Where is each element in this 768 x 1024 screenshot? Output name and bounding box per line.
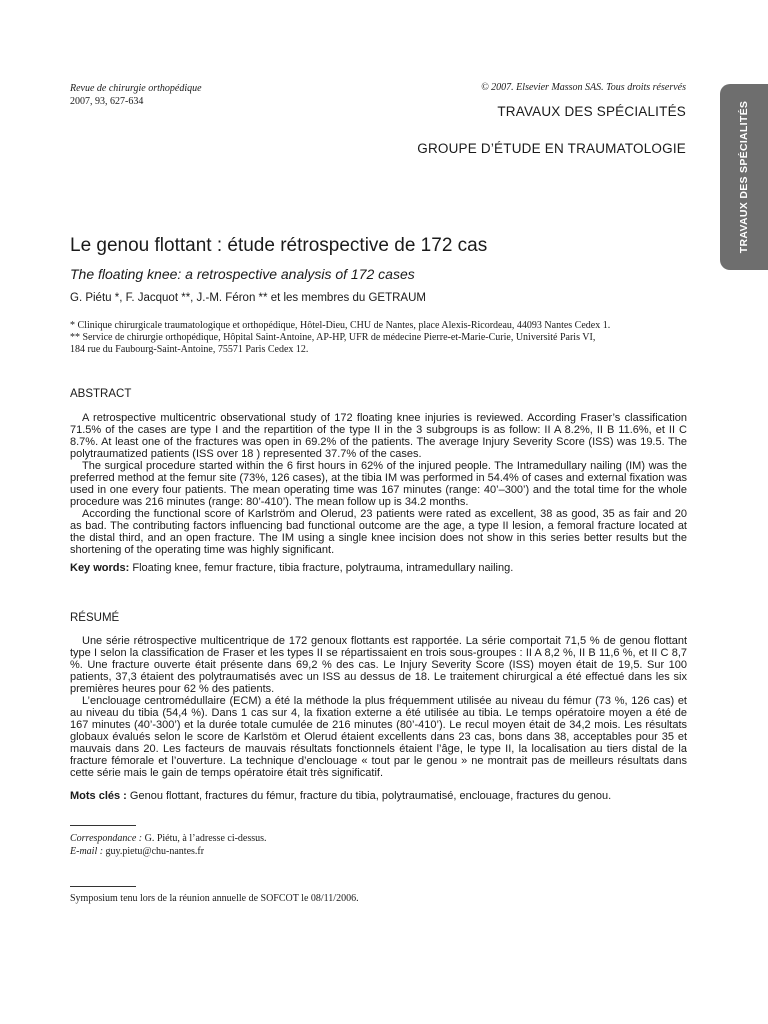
mots-cles xyxy=(70,790,611,802)
email-label: E-mail : xyxy=(70,846,104,857)
section-side-tab xyxy=(720,84,768,270)
footnote-divider xyxy=(70,825,136,826)
keywords-text: Floating knee, femur fracture, tibia fracture, polytrauma, intramedullary nailing. xyxy=(132,562,514,574)
copyright-notice: © 2007. Elsevier Masson SAS. Tous droits réservés xyxy=(481,82,686,93)
abstract-body xyxy=(70,412,687,556)
affiliation-line: * Clinique chirurgicale traumatologique et orthopédique, Hôtel-Dieu, CHU de Nantes, place Alexis-Ricordeau, 44093 Nantes Cedex 1. xyxy=(70,320,611,331)
symposium-note: Symposium tenu lors de la réunion annuelle de SOFCOT le 08/11/2006. xyxy=(70,893,359,904)
footnote-divider xyxy=(70,886,136,887)
side-tab-label: TRAVAUX DES SPÉCIALITÉS xyxy=(738,100,750,254)
group-heading: GROUPE D’ÉTUDE EN TRAUMATOLOGIE xyxy=(417,141,686,156)
email-address: guy.pietu@chu-nantes.fr xyxy=(105,846,205,857)
keywords xyxy=(70,562,513,574)
resume-paragraph: L’enclouage centromédullaire (ECM) a été la méthode la plus fréquemment utilisée au niveau du fémur (73 %, 126 cas) et au niveau du tibia (54,4 %). Dans 1 cas sur 4, la fixation externe a été utilisée au tibia. Le temps opératoire moyen a été de 167 minutes (40’-300’) et la durée totale cumulée de 216 minutes (80’-410’). Le recul moyen était de 34,2 mois. Les résultats globaux évalués selon le score de Karlstöm et Olerud étaient excellents dans 23 cas, bons dans 38, acceptables pour 35 et mauvais dans 20. Les facteurs de mauvais résultats fonctionnels étaient l’âge, le type II, la localisation au tiers distal de la fracture fémorale et l’ouverture. La technique d’enclouage « tout par le genou » ne montrait pas de meilleurs résultats dans cette série mais le gain de temps opératoire était très significatif. xyxy=(70,695,687,779)
abstract-heading: ABSTRACT xyxy=(70,388,132,400)
mots-cles-text: Genou flottant, fractures du fémur, fracture du tibia, polytraumatisé, enclouage, fractures du genou. xyxy=(129,790,612,802)
correspondence-text: G. Piétu, à l’adresse ci-dessus. xyxy=(144,833,267,844)
section-heading: TRAVAUX DES SPÉCIALITÉS xyxy=(497,104,686,119)
mots-cles-label: Mots clés : xyxy=(70,790,127,802)
correspondence-label: Correspondance : xyxy=(70,833,143,844)
journal-name: Revue de chirurgie orthopédique xyxy=(70,83,202,94)
journal-issue: 2007, 93, 627-634 xyxy=(70,96,144,107)
resume-body xyxy=(70,635,687,779)
article-title: Le genou flottant : étude rétrospective de 172 cas xyxy=(70,235,488,256)
abstract-paragraph: The surgical procedure started within the 6 first hours in 62% of the injured people. The Intramedullary nailing (IM) was the preferred method at the femur site (73%, 126 cases), at the tibia IM was performed in 54.4% of cases and external fixation was used in one every four patients. The mean operating time was 167 minutes (range: 40’–300’) and the total time for the whole procedure was 216 minutes (range: 80’-410’). The mean follow up is 34.2 months. xyxy=(70,460,687,508)
correspondence-block xyxy=(70,832,267,858)
article-subtitle: The floating knee: a retrospective analysis of 172 cases xyxy=(70,266,415,282)
resume-heading: RÉSUMÉ xyxy=(70,612,120,624)
resume-paragraph: Une série rétrospective multicentrique de 172 genoux flottants est rapportée. La série comportait 71,5 % de genou flottant type I selon la classification de Fraser et les types II se répartissaient en trois sous-groupes : II A 8,2 %, II B 11,6 %, et II C 8,7 %. Une fracture ouverte était présente dans 69,2 % des cas. Le Injury Severity Score (ISS) moyen était de 19,5. Sur 100 patients, 37,3 étaient des polytraumatisés avec un ISS au dessus de 18. Le traitement chirurgical a été effectué dans les six premières heures pour 62 % des patients. xyxy=(70,635,687,695)
abstract-paragraph: A retrospective multicentric observational study of 172 floating knee injuries is reviewed. According Fraser’s classification 71.5% of the cases are type I and the repartition of the type II in the 3 subgroups is as follow: II A 8.2%, II B 11.6%, et II C 8.7%. At least one of the fractures was open in 69.2% of the patients. The average Injury Severity Score (ISS) was 19.5. The polytraumatized patients (ISS over 18 ) represented 37.7% of the cases. xyxy=(70,412,687,460)
keywords-label: Key words: xyxy=(70,562,130,574)
affiliations xyxy=(70,320,690,356)
affiliation-line: 184 rue du Faubourg-Saint-Antoine, 75571 Paris Cedex 12. xyxy=(70,344,309,355)
journal-citation xyxy=(70,82,202,108)
abstract-paragraph: According the functional score of Karlström and Olerud, 23 patients were rated as excellent, 38 as good, 35 as fair and 20 as bad. The contributing factors influencing bad functional outcome are the age, a type II lesion, a femoral fracture located at the distal third, and an open fracture. The IM using a single knee incision does not show in this series better results but the shortening of the operating time was highly significant. xyxy=(70,508,687,556)
article-authors: G. Piétu *, F. Jacquot **, J.-M. Féron ** et les membres du GETRAUM xyxy=(70,292,426,304)
affiliation-line: ** Service de chirurgie orthopédique, Hôpital Saint-Antoine, AP-HP, UFR de médecine Pierre-et-Marie-Curie, Université Paris VI, xyxy=(70,332,596,343)
